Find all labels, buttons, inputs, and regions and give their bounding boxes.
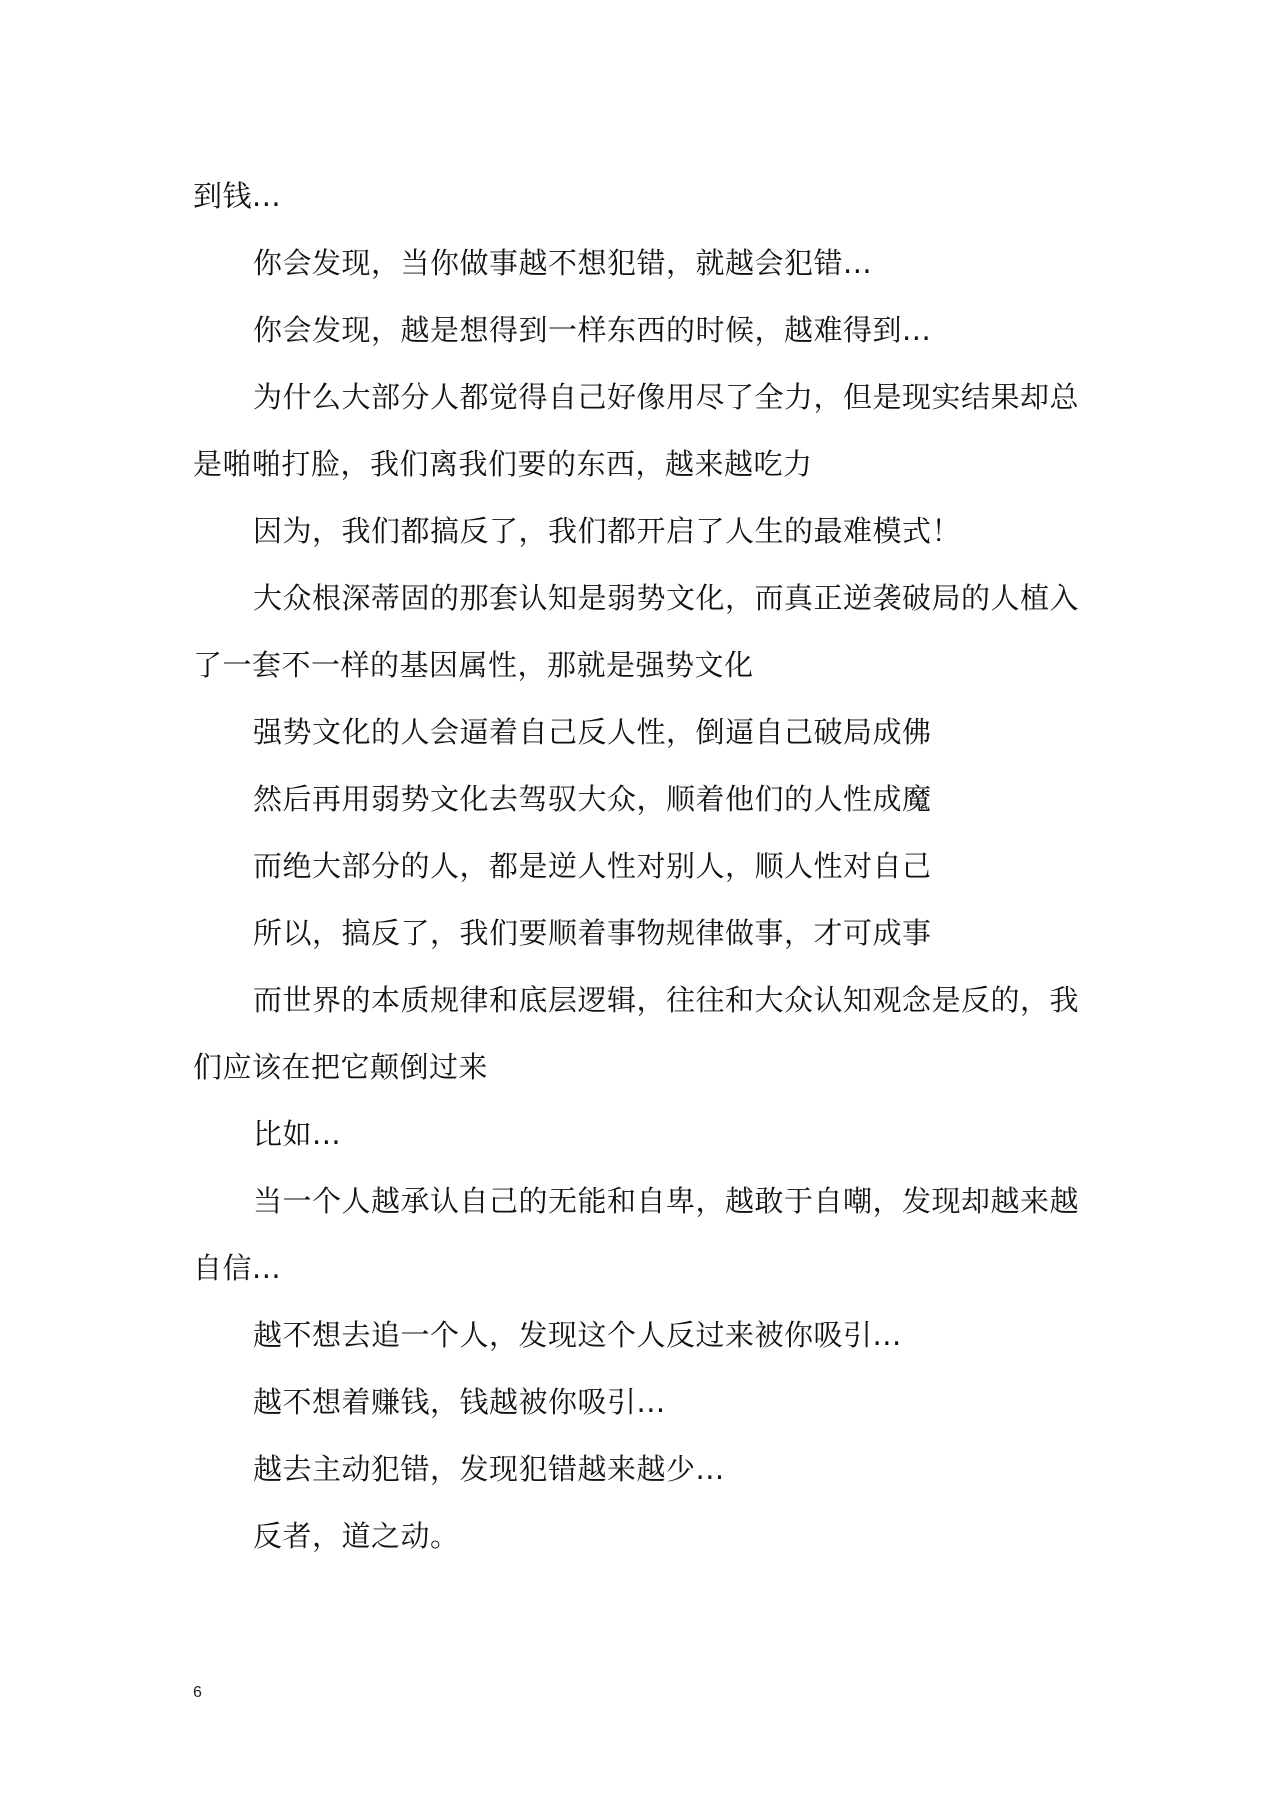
- text-line: 越去主动犯错，发现犯错越来越少...: [253, 1452, 725, 1486]
- text-line: 比如...: [253, 1117, 342, 1151]
- text-line: 大众根深蒂固的那套认知是弱势文化，而真正逆袭破局的人植入: [253, 581, 1080, 615]
- text-line: 们应该在把它颠倒过来: [193, 1050, 489, 1084]
- text-line: 越不想着赚钱，钱越被你吸引...: [253, 1385, 666, 1419]
- text-line: 因为，我们都搞反了，我们都开启了人生的最难模式！: [253, 514, 962, 548]
- text-line: 为什么大部分人都觉得自己好像用尽了全力，但是现实结果却总: [253, 380, 1080, 414]
- text-line: 你会发现，当你做事越不想犯错，就越会犯错...: [253, 246, 873, 280]
- text-line: 所以，搞反了，我们要顺着事物规律做事，才可成事: [253, 916, 932, 950]
- text-line: 越不想去追一个人，发现这个人反过来被你吸引...: [253, 1318, 902, 1352]
- text-line: 而绝大部分的人，都是逆人性对别人，顺人性对自己: [253, 849, 932, 883]
- text-line: 了一套不一样的基因属性，那就是强势文化: [193, 648, 754, 682]
- text-line: 自信...: [193, 1251, 282, 1285]
- text-line: 而世界的本质规律和底层逻辑，往往和大众认知观念是反的，我: [253, 983, 1080, 1017]
- text-line: 是啪啪打脸，我们离我们要的东西，越来越吃力: [193, 447, 813, 481]
- text-line: 到钱...: [193, 179, 282, 213]
- text-line: 然后再用弱势文化去驾驭大众，顺着他们的人性成魔: [253, 782, 932, 816]
- page-number: 6: [193, 1684, 202, 1701]
- text-line: 你会发现，越是想得到一样东西的时候，越难得到...: [253, 313, 932, 347]
- text-line: 反者，道之动。: [253, 1519, 460, 1553]
- text-line: 当一个人越承认自己的无能和自卑，越敢于自嘲，发现却越来越: [253, 1184, 1080, 1218]
- body-text: [193, 163, 1093, 1570]
- text-line: 强势文化的人会逼着自己反人性，倒逼自己破局成佛: [253, 715, 932, 749]
